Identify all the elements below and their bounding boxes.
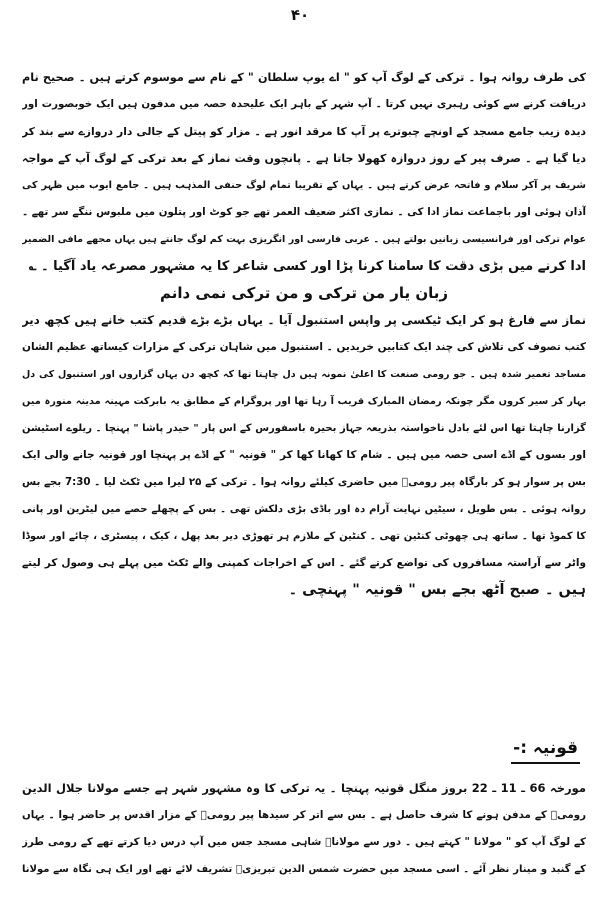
text-line: کی طرف روانہ ہوا ۔ ترکی کے لوگ آپ کو " اے یوپ سلطان " کے نام سے موسوم کرتے ہیں ۔ صحیح نام: [22, 71, 586, 84]
persian-verse: زبان یار من ترکی و من ترکی نمی دانم: [159, 284, 449, 302]
page-number: ۴۰: [290, 6, 310, 24]
text-line: واٹر سے آراستہ مسافروں کی تواضع کرتے گئے ۔ اس کے اخراجات کمپنی والے ٹکٹ میں پہلے ہی وصول کر لیتے: [22, 557, 586, 569]
text-line: نماز سے فارغ ہو کر ایک ٹیکسی پر واپس استنبول آیا ۔ یہاں بڑے بڑے قدیم کتب خانے ہیں کچھ دیر: [22, 313, 586, 327]
text-line: روانہ ہوئی ۔ بس طویل ، سیٹیں نہایت آرام دہ اور باڈی بڑی دلکش تھی ۔ بس کے پچھلے حصے میں لیٹرین اور پانی: [22, 504, 586, 515]
text-line: عوام ترکی اور فرانسیسی زبانیں بولتے ہیں ۔ عربی فارسی اور انگریزی بہت کم لوگ جانتے ہیں یہاں مجھے مافی الضمیر: [22, 234, 586, 245]
text-line: بہار کر سیر کروں مگر چونکہ رمضان المبارک قریب آ رہا تھا اور پروگرام کے مطابق یہ بابرکت مہینہ مدینہ منورہ میں: [22, 396, 586, 407]
text-line: دریافت کرنے سے کوئی رہبری نہیں کرتا ۔ آپ شہر کے باہر ایک علیحدہ حصہ میں مدفون ہیں ایک خوبصورت اور: [22, 98, 586, 110]
text-line: مورخہ 66 ـ 11 ـ 22 بروز منگل قونیہ پہنچا ۔ یہ ترکی کا وہ مشہور شہر ہے جسے مولانا جلال الدین: [22, 781, 586, 795]
text-line: مساجد تعمیر شدہ ہیں ۔ جو رومی صنعت کا اعلیٰ نمونہ ہیں دل چاہتا تھا کہ کچھ دن یہاں گزاروں اور استنبول کی دل: [22, 369, 586, 380]
text-line: بس پر سوار ہو کر بارگاہ پیر رومیؒ میں حاضری کیلئے روانہ ہوا ۔ ترکی کے ۲۵ لیرا میں ٹکٹ لیا ۔ 7:30 بجے بس: [22, 476, 586, 488]
body-text-bottom: [22, 775, 586, 883]
text-line: کا کموڈ تھا ۔ ساتھ ہی چھوٹی کنٹین تھی ۔ کنٹین کے ملازم ہر تھوڑی دیر بعد پھل ، کیک ، پیسٹری ، چائے اور سوڈا: [22, 531, 586, 542]
text-line: دیدہ زیب جامع مسجد کے اونچے چبوترے پر آپ کا مرقد انور ہے ۔ مزار کو پیتل کے جالی دار دروازے سے بند کر: [22, 125, 586, 138]
section-heading-konya: قونیہ :-: [511, 735, 580, 764]
text-line: ادا کرنے میں بڑی دقت کا سامنا کرنا پڑا اور کسی شاعر کا یہ مشہور مصرعہ یاد آگیا ۔ ؎: [28, 259, 586, 274]
text-line: آذان ہوئی اور باجماعت نماز ادا کی ۔ نمازی اکثر ضعیف العمر تھے جو کوٹ اور پتلون میں ملبوس ننگے سر تھے ۔: [22, 206, 586, 218]
text-line: دیا گیا ہے ۔ صرف پیر کے روز دروازہ کھولا جاتا ہے ۔ پانچوں وقت نماز کے بعد ترکی کے لوگ آپ کے مواجہ: [22, 152, 586, 165]
text-line: ہیں ۔ صبح آٹھ بجے بس " قونیہ " پہنچی ۔: [288, 582, 586, 598]
text-line: کے لوگ آپ کو " مولانا " کہتے ہیں ۔ دور سے مولاناؒ شاہی مسجد جس میں آپ درس دیا کرتے تھے کے رومی طرز: [22, 836, 586, 848]
text-line: اور بسوں کے اڈے اسی حصہ میں ہیں ۔ شام کا کھانا کھا کر " قونیہ " کے اڈے پر پہنچا اور قونیہ جانے والی ایک: [22, 449, 586, 461]
body-text-top: [22, 64, 586, 604]
text-line: رومیؒ کے مدفن ہونے کا شرف حاصل ہے ۔ بس سے اتر کر سیدھا پیر رومیؒ کے مزار اقدس پر حاضر ہوا ۔ یہاں: [22, 809, 586, 821]
text-line: شریف پر آکر سلام و فاتحہ عرض کرتے ہیں ۔ یہاں کے تقریبا تمام لوگ حنفی المذہب ہیں ۔ جامع ایوب میں ظہر کی: [22, 180, 586, 191]
text-line: گزارنا چاہتا تھا اس لئے بادل ناخواستہ بذریعہ جہاز بحیرہ باسفورس کے اس پار " حیدر پاشا " پہنچا ۔ ریلوے اسٹیشن: [22, 423, 586, 434]
text-line: کتب تصوف کی تلاش کی چند ایک کتابیں خریدیں ۔ استنبول میں شاہان ترکی کے مزارات کیساتھ عظیم الشان: [22, 341, 586, 353]
text-line: کے گنبد و مینار نظر آئے ۔ اسی مسجد میں حضرت شمس الدین تبریزیؒ تشریف لائے تھے اور ایک ہی نگاہ سے مولانا: [22, 864, 586, 875]
